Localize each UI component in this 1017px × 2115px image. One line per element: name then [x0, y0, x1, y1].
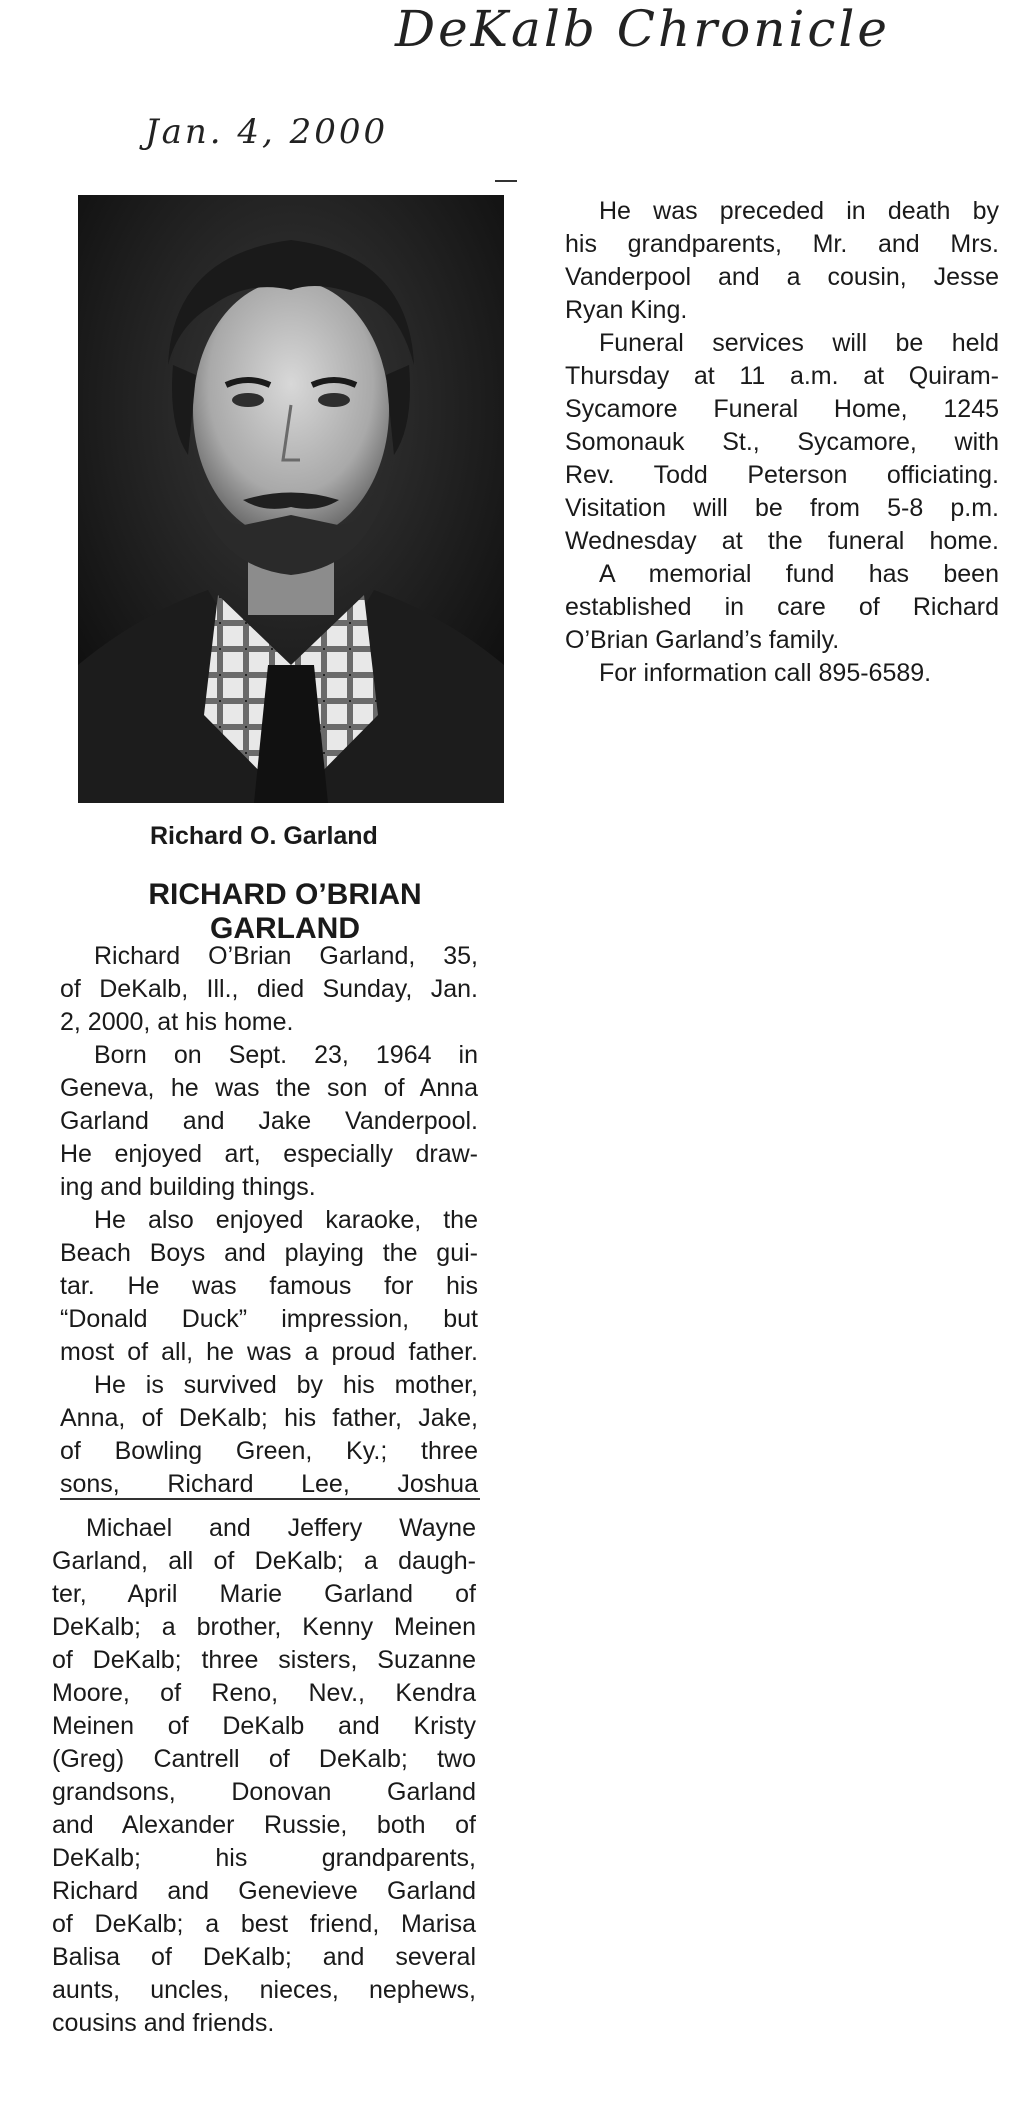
body-line: aunts, uncles, nieces, nephews,	[52, 1976, 476, 2004]
body-line: of DeKalb, Ill., died Sunday, Jan.	[60, 975, 478, 1003]
body-line: Balisa of DeKalb; and several	[52, 1943, 476, 1971]
body-line: Moore, of Reno, Nev., Kendra	[52, 1679, 476, 1707]
body-line: Geneva, he was the son of Anna	[60, 1074, 478, 1102]
body-line: Sycamore Funeral Home, 1245	[565, 395, 999, 423]
body-line: Vanderpool and a cousin, Jesse	[565, 263, 999, 291]
body-line: sons, Richard Lee, Joshua	[60, 1470, 478, 1498]
body-line: most of all, he was a proud father.	[60, 1338, 478, 1366]
body-line: Rev. Todd Peterson officiating.	[565, 461, 999, 489]
body-line: of DeKalb; three sisters, Suzanne	[52, 1646, 476, 1674]
body-line: Michael and Jeffery Wayne	[86, 1514, 476, 1542]
headline-line: GARLAND	[210, 912, 360, 945]
body-line: Beach Boys and playing the gui-	[60, 1239, 478, 1267]
body-line: Richard O’Brian Garland, 35,	[94, 942, 478, 970]
body-line: Ryan King.	[565, 296, 688, 324]
body-column-left-top	[60, 940, 478, 1501]
obituary-headline	[60, 878, 510, 946]
body-line: of Bowling Green, Ky.; three	[60, 1437, 478, 1465]
body-column-right	[565, 195, 999, 690]
headline-line: RICHARD O’BRIAN	[148, 878, 422, 911]
handwritten-publication-name: DeKalb Chronicle	[395, 0, 890, 58]
photo-caption: Richard O. Garland	[150, 822, 378, 850]
body-line: Anna, of DeKalb; his father, Jake,	[60, 1404, 478, 1432]
body-line: ing and building things.	[60, 1173, 316, 1201]
body-line: A memorial fund has been	[599, 560, 999, 588]
body-line: his grandparents, Mr. and Mrs.	[565, 230, 999, 258]
body-line: (Greg) Cantrell of DeKalb; two	[52, 1745, 476, 1773]
body-line: Funeral services will be held	[599, 329, 999, 357]
body-line: He was preceded in death by	[599, 197, 999, 225]
body-line: grandsons, Donovan Garland	[52, 1778, 476, 1806]
body-line: 2, 2000, at his home.	[60, 1008, 294, 1036]
handwritten-date: Jan. 4, 2000	[145, 112, 389, 152]
top-rule	[495, 180, 517, 182]
body-line: He enjoyed art, especially draw-	[60, 1140, 478, 1168]
body-line: tar. He was famous for his	[60, 1272, 478, 1300]
body-line: He is survived by his mother,	[94, 1371, 478, 1399]
body-column-left-bottom	[52, 1512, 476, 2040]
body-line: ter, April Marie Garland of	[52, 1580, 476, 1608]
body-line: For information call 895-6589.	[599, 659, 932, 687]
body-line: DeKalb; a brother, Kenny Meinen	[52, 1613, 476, 1641]
body-line: Meinen of DeKalb and Kristy	[52, 1712, 476, 1740]
body-line: and Alexander Russie, both of	[52, 1811, 476, 1839]
body-line: established in care of Richard	[565, 593, 999, 621]
body-line: O’Brian Garland’s family.	[565, 626, 840, 654]
portrait-image	[78, 195, 504, 803]
body-line: Wednesday at the funeral home.	[565, 527, 999, 555]
obituary-photo	[78, 195, 504, 803]
body-line: “Donald Duck” impression, but	[60, 1305, 478, 1333]
body-line: cousins and friends.	[52, 2009, 275, 2037]
column-break-rule	[60, 1498, 480, 1500]
body-line: Thursday at 11 a.m. at Quiram-	[565, 362, 999, 390]
body-line: Garland, all of DeKalb; a daugh-	[52, 1547, 476, 1575]
body-line: Visitation will be from 5-8 p.m.	[565, 494, 999, 522]
body-line: Somonauk St., Sycamore, with	[565, 428, 999, 456]
body-line: Garland and Jake Vanderpool.	[60, 1107, 478, 1135]
body-line: DeKalb; his grandparents,	[52, 1844, 476, 1872]
body-line: Born on Sept. 23, 1964 in	[94, 1041, 478, 1069]
body-line: Richard and Genevieve Garland	[52, 1877, 476, 1905]
body-line: of DeKalb; a best friend, Marisa	[52, 1910, 476, 1938]
body-line: He also enjoyed karaoke, the	[94, 1206, 478, 1234]
